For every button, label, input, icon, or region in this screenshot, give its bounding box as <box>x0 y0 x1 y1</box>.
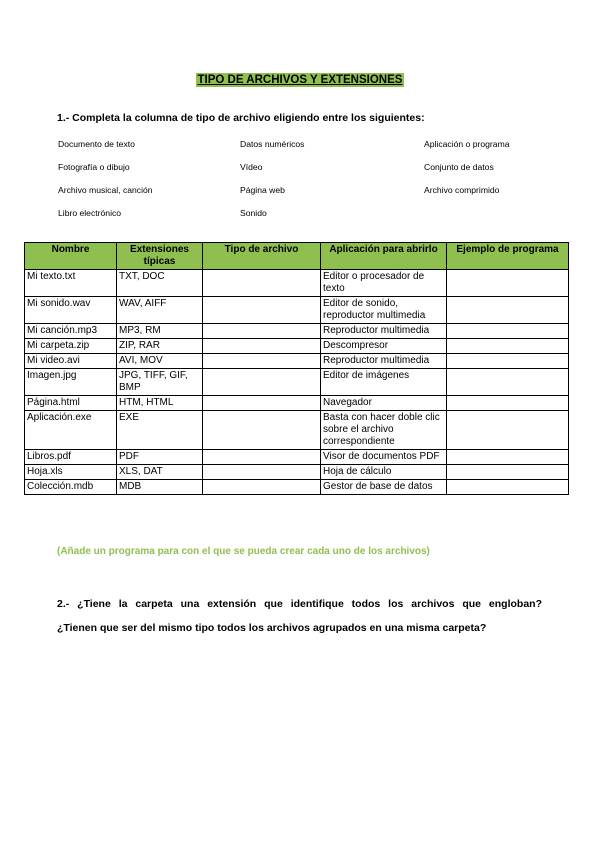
cell-extensiones: WAV, AIFF <box>117 297 203 324</box>
cell-ejemplo[interactable] <box>447 396 569 411</box>
cell-nombre: Mi texto.txt <box>25 270 117 297</box>
cell-extensiones: HTM, HTML <box>117 396 203 411</box>
cell-extensiones: EXE <box>117 411 203 450</box>
table-row <box>25 411 569 450</box>
cell-tipo[interactable] <box>203 369 321 396</box>
cell-ejemplo[interactable] <box>447 480 569 495</box>
cell-aplicacion: Editor o procesador de texto <box>321 270 447 297</box>
cell-nombre: Mi canción.mp3 <box>25 324 117 339</box>
cell-tipo[interactable] <box>203 411 321 450</box>
option-item: Archivo comprimido <box>424 185 500 195</box>
cell-aplicacion: Hoja de cálculo <box>321 465 447 480</box>
table-header-row <box>25 243 569 270</box>
cell-tipo[interactable] <box>203 270 321 297</box>
cell-aplicacion: Gestor de base de datos <box>321 480 447 495</box>
table-row <box>25 465 569 480</box>
option-item: Datos numéricos <box>240 139 305 149</box>
option-item: Documento de texto <box>58 139 135 149</box>
cell-ejemplo[interactable] <box>447 369 569 396</box>
cell-extensiones: XLS, DAT <box>117 465 203 480</box>
cell-extensiones: MDB <box>117 480 203 495</box>
cell-aplicacion: Descompresor <box>321 339 447 354</box>
option-item: Página web <box>240 185 285 195</box>
header-aplicacion: Aplicación para abrirlo <box>321 243 447 270</box>
table-row <box>25 354 569 369</box>
cell-tipo[interactable] <box>203 450 321 465</box>
header-extensiones: Extensiones típicas <box>117 243 203 270</box>
header-ejemplo: Ejemplo de programa <box>447 243 569 270</box>
cell-ejemplo[interactable] <box>447 465 569 480</box>
option-item: Aplicación o programa <box>424 139 510 149</box>
cell-tipo[interactable] <box>203 465 321 480</box>
cell-aplicacion: Basta con hacer doble clic sobre el archivo correspondiente <box>321 411 447 450</box>
option-item: Fotografía o dibujo <box>58 162 130 172</box>
cell-ejemplo[interactable] <box>447 270 569 297</box>
table-row <box>25 324 569 339</box>
cell-nombre: Página.html <box>25 396 117 411</box>
option-item: Conjunto de datos <box>424 162 494 172</box>
cell-nombre: Mi sonido.wav <box>25 297 117 324</box>
cell-ejemplo[interactable] <box>447 297 569 324</box>
cell-ejemplo[interactable] <box>447 411 569 450</box>
cell-tipo[interactable] <box>203 324 321 339</box>
cell-extensiones: AVI, MOV <box>117 354 203 369</box>
cell-tipo[interactable] <box>203 339 321 354</box>
cell-ejemplo[interactable] <box>447 339 569 354</box>
cell-nombre: Hoja.xls <box>25 465 117 480</box>
cell-extensiones: TXT, DOC <box>117 270 203 297</box>
table-body <box>25 270 569 495</box>
cell-aplicacion: Reproductor multimedia <box>321 354 447 369</box>
header-tipo: Tipo de archivo <box>203 243 321 270</box>
table-row <box>25 270 569 297</box>
cell-ejemplo[interactable] <box>447 450 569 465</box>
table-row <box>25 396 569 411</box>
file-types-table <box>24 242 569 495</box>
cell-tipo[interactable] <box>203 396 321 411</box>
cell-aplicacion: Editor de sonido, reproductor multimedia <box>321 297 447 324</box>
table-row <box>25 297 569 324</box>
table-row <box>25 369 569 396</box>
header-nombre: Nombre <box>25 243 117 270</box>
cell-extensiones: PDF <box>117 450 203 465</box>
cell-extensiones: ZIP, RAR <box>117 339 203 354</box>
question-2-continued: ¿Tienen que ser del mismo tipo todos los archivos agrupados en una misma carpeta? <box>57 622 487 634</box>
option-item: Archivo musical, canción <box>58 185 153 195</box>
cell-nombre: Colección.mdb <box>25 480 117 495</box>
cell-nombre: Imagen.jpg <box>25 369 117 396</box>
option-item: Libro electrónico <box>58 208 122 218</box>
cell-extensiones: MP3, RM <box>117 324 203 339</box>
option-item: Vídeo <box>240 162 263 172</box>
table-row <box>25 480 569 495</box>
table-row <box>25 339 569 354</box>
cell-nombre: Mi carpeta.zip <box>25 339 117 354</box>
cell-aplicacion: Reproductor multimedia <box>321 324 447 339</box>
cell-aplicacion: Visor de documentos PDF <box>321 450 447 465</box>
cell-extensiones: JPG, TIFF, GIF, BMP <box>117 369 203 396</box>
instruction-note: (Añade un programa para con el que se pueda crear cada uno de los archivos) <box>57 546 430 557</box>
cell-tipo[interactable] <box>203 354 321 369</box>
cell-nombre: Libros.pdf <box>25 450 117 465</box>
page-title: TIPO DE ARCHIVOS Y EXTENSIONES <box>197 74 403 86</box>
question-1: 1.- Completa la columna de tipo de archivo eligiendo entre los siguientes: <box>57 112 425 124</box>
cell-ejemplo[interactable] <box>447 354 569 369</box>
page-title-wrapper <box>0 70 600 88</box>
cell-nombre: Mi video.avi <box>25 354 117 369</box>
question-2: 2.- ¿Tiene la carpeta una extensión que identifique todos los archivos que engloban? <box>57 598 542 610</box>
cell-ejemplo[interactable] <box>447 324 569 339</box>
cell-tipo[interactable] <box>203 297 321 324</box>
cell-aplicacion: Editor de imágenes <box>321 369 447 396</box>
cell-aplicacion: Navegador <box>321 396 447 411</box>
cell-tipo[interactable] <box>203 480 321 495</box>
option-item: Sonido <box>240 208 267 218</box>
table-row <box>25 450 569 465</box>
cell-nombre: Aplicación.exe <box>25 411 117 450</box>
